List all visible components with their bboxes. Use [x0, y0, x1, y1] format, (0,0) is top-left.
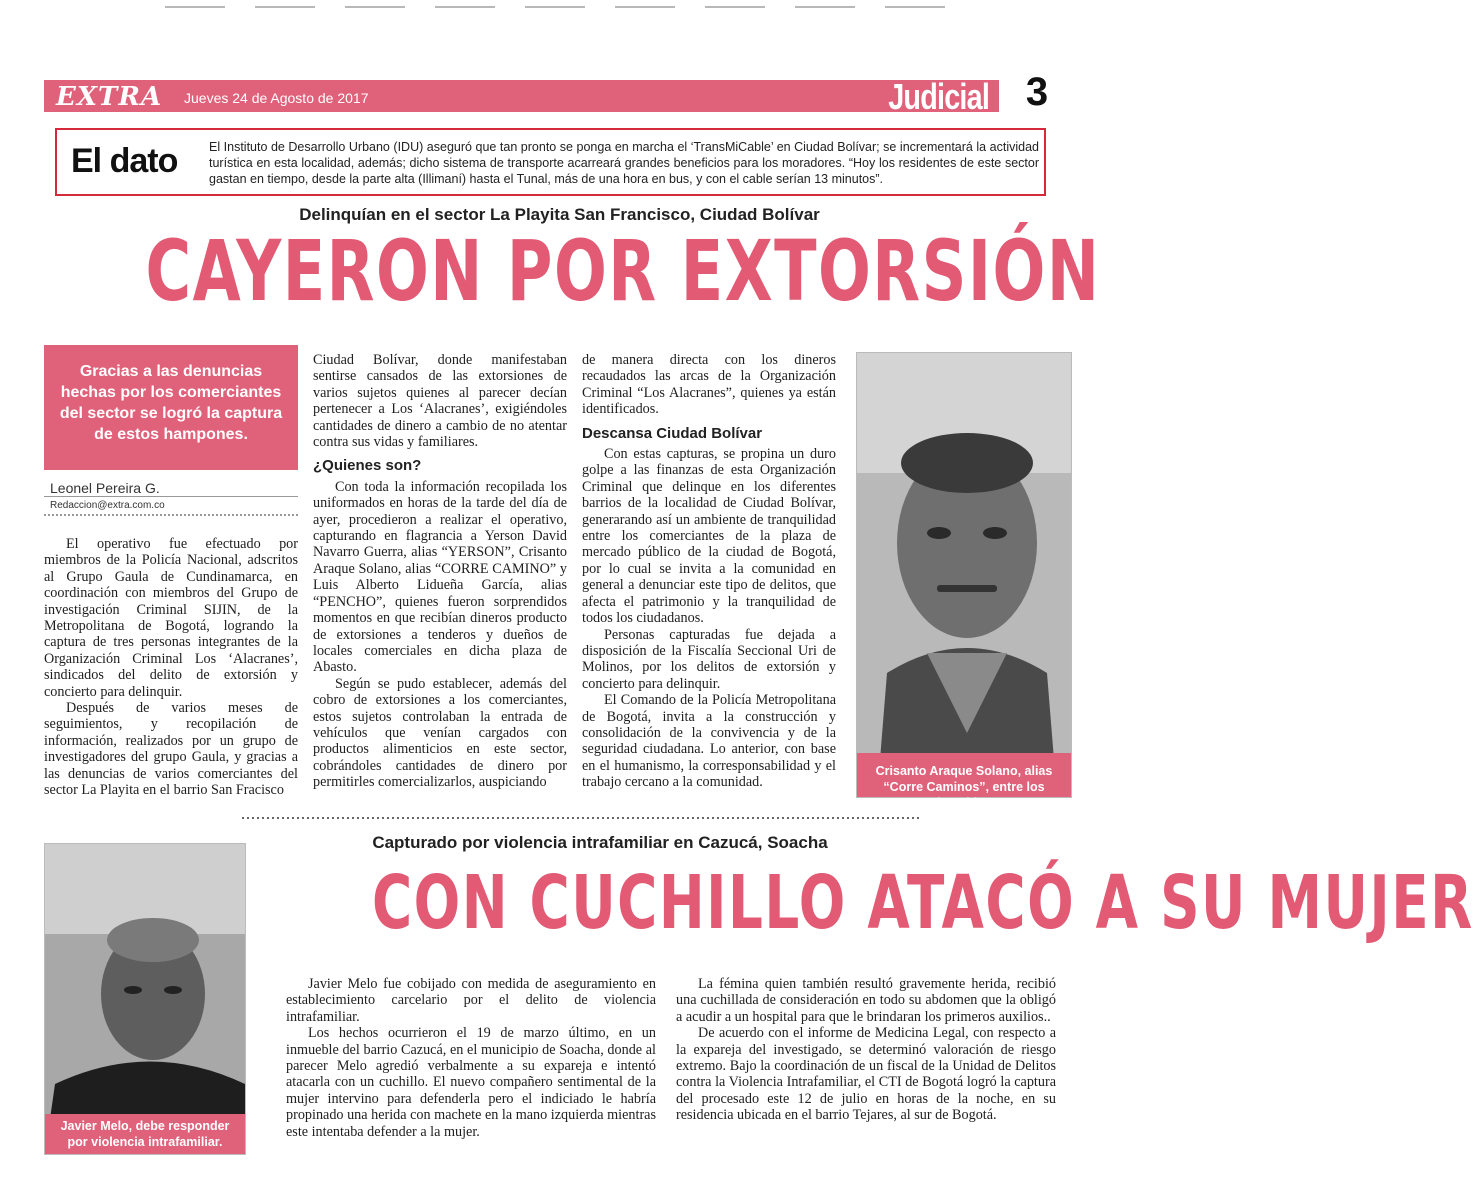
byline-email: Redaccion@extra.com.co — [50, 500, 165, 511]
story2-kicker: Capturado por violencia intrafamiliar en Cazucá, Soacha — [372, 833, 828, 852]
paragraph: Después de varios meses de seguimientos, y recopilación de información, realizados por un grupo de investigadores del grupo Gaula, y gracias a las denuncias de varios comerciantes del sector La Playita en el barrio San Fracisco — [44, 700, 298, 799]
paragraph: Con toda la información recopilada los uniformados en horas de la tarde del día de ayer, procedieron a realizar el operativo, capturando en flagrancia a Yerson David Navarro Guerra, alias “YERSON”, Crisanto Araque Solano, alias “CORRE CAMINO” y Luis Alberto Lidueña García, alias “PENCHO”, quienes fueron sorprendidos momentos en que recibían dineros producto de extorsiones a tenderos y dueños de locales comerciales en dicha plaza de Abasto. — [313, 478, 567, 676]
story1-kicker: Delinquían en el sector La Playita San Francisco, Ciudad Bolívar — [299, 205, 820, 224]
story1-column-1 — [44, 536, 298, 799]
paragraph: Los hechos ocurrieron el 19 de marzo último, en un inmueble del barrio Cazucá, en el municipio de Soacha, donde al parecer Melo agredió verbalmente a su expareja e intentó atacarla con un cuchillo. El nuevo compañero sentimental de la mujer intervino para defenderla pero el indiciado le habría propinado una herida con machete en la mano izquierda mientras este intentaba defender a la mujer. — [286, 1025, 656, 1140]
byline: Leonel Pereira G. — [50, 480, 160, 496]
story1-column-2 — [313, 352, 567, 791]
page-number: 3 — [1015, 70, 1059, 114]
story1-column-3 — [582, 352, 836, 791]
byline-rule — [44, 496, 298, 497]
suspect-portrait-image — [857, 353, 1071, 797]
story1-headline: CAYERON POR EXTORSIÓN — [145, 222, 1101, 320]
paragraph: Ciudad Bolívar, donde manifestaban sentirse cansados de las extorsiones de varios sujetos quienes al parecer decían pertenecer a Los ‘Alacranes’, exigiéndoles cantidades de dinero a cambio de no atentar contra sus vidas y familiares. — [313, 352, 567, 451]
byline-dotted-rule — [44, 514, 298, 516]
paragraph: La fémina quien también resultó gravemente herida, recibió una cuchillada de consideración en todo su abdomen que la obligó a acudir a un hospital para que le brindaran los primeros auxilios.. — [676, 976, 1056, 1025]
issue-date: Jueves 24 de Agosto de 2017 — [184, 90, 369, 106]
pull-quote: Gracias a las denuncias hechas por los comerciantes del sector se logró la captura de estos hampones. — [44, 345, 298, 470]
story2-column-1 — [286, 976, 656, 1140]
javier-melo-photo — [44, 843, 246, 1155]
section-title: Judicial — [888, 76, 989, 117]
story2-column-2 — [676, 976, 1056, 1124]
fact-box-text: El Instituto de Desarrollo Urbano (IDU) aseguró que tan pronto se ponga en marcha el ‘TransMiCable’ en Ciudad Bolívar; se incrementará la actividad turística en esta localidad, además; dicho sistema de transporte acarreará grandes beneficios para los moradores. “Hoy los residentes de este sector gastan en tiempo, desde la parte alta (Illimaní) hasta el Tunal, más de una hora en bus, y con el cable serían 13 minutos”. — [209, 140, 1039, 186]
page-header — [44, 70, 1059, 117]
newspaper-logo: EXTRA — [56, 82, 163, 112]
paragraph: De acuerdo con el informe de Medicina Legal, con respecto a la expareja del investigado, se determinó valoración de riesgo extremo. Bajo la coordinación de un fiscal de la Unidad de Delitos contra la Violencia Intrafamiliar, el CTI de Bogotá logró la captura del procesado este 12 de julio en horas de la noche, en su residencia ubicada en el barrio Tejares, al sur de Bogotá. — [676, 1025, 1056, 1124]
javier-melo-portrait-image — [45, 844, 245, 1154]
paragraph: El Comando de la Policía Metropolitana de Bogotá, invita a la construcción y consolidación de la convivencia y de la seguridad ciudadana. Lo anterior, con base en el humanismo, la corresponsabilidad y el trabajo cercano a la comunidad. — [582, 692, 836, 791]
paragraph: Javier Melo fue cobijado con medida de aseguramiento en establecimiento carcelario por el delito de violencia intrafamiliar. — [286, 976, 656, 1025]
paragraph: Según se pudo establecer, además del cobro de extorsiones a los comerciantes, estos sujetos controlaban la entrada de vehículos que venían cargados con productos alimenticios en este sector, cobrándoles cantidades de dinero por permitirles comercializarlos, auspiciando — [313, 675, 567, 791]
paragraph: El operativo fue efectuado por miembros de la Policía Nacional, adscritos al Grupo Gaula de Cundinamarca, en coordinación con miembros del Grupo de investigación Criminal SIJIN, de la Metropolitana de Bogotá, logrando la captura de tres personas integrantes de la Organización Criminal Los ‘Alacranes’, sindicados del delito de extorsión y concierto para delinquir. — [44, 536, 298, 700]
javier-melo-photo-caption: Javier Melo, debe responder por violencia intrafamiliar. — [45, 1114, 245, 1154]
paragraph: Con estas capturas, se propina un duro golpe a las finanzas de esta Organización Criminal que delinque en los diferentes barrios de la localidad de Ciudad Bolívar, generarando así un ambiente de tranquilidad entre los comerciantes de la plaza de mercado público de la ciudad de Bogotá, por lo cual se invita a la comunidad en general a denunciar este tipo de delitos, que afecta el patrimonio y la tranquilidad de todos los ciudadanos. — [582, 446, 836, 627]
paragraph: Personas capturadas fue dejada a disposición de la Fiscalía Seccional Uri de Molinos, por los delitos de extorsión y concierto para delinquir. — [582, 626, 836, 692]
subhead-descansa: Descansa Ciudad Bolívar — [582, 424, 763, 442]
fact-box-label: El dato — [71, 142, 178, 180]
subhead-quienes-son: ¿Quienes son? — [313, 457, 422, 475]
suspect-photo — [856, 352, 1072, 810]
fact-box — [55, 128, 1046, 196]
story2-headline: CON CUCHILLO ATACÓ A SU MUJER — [372, 860, 1474, 946]
paragraph: de manera directa con los dineros recaudados las arcas de la Organización Criminal “Los Alacranes”, quienes ya están identificados. — [582, 352, 836, 418]
story-separator — [242, 817, 922, 819]
top-scan-rule — [165, 6, 965, 8]
suspect-photo-caption: Crisanto Araque Solano, alias “Corre Caminos”, entre los detenidos. — [857, 753, 1071, 797]
